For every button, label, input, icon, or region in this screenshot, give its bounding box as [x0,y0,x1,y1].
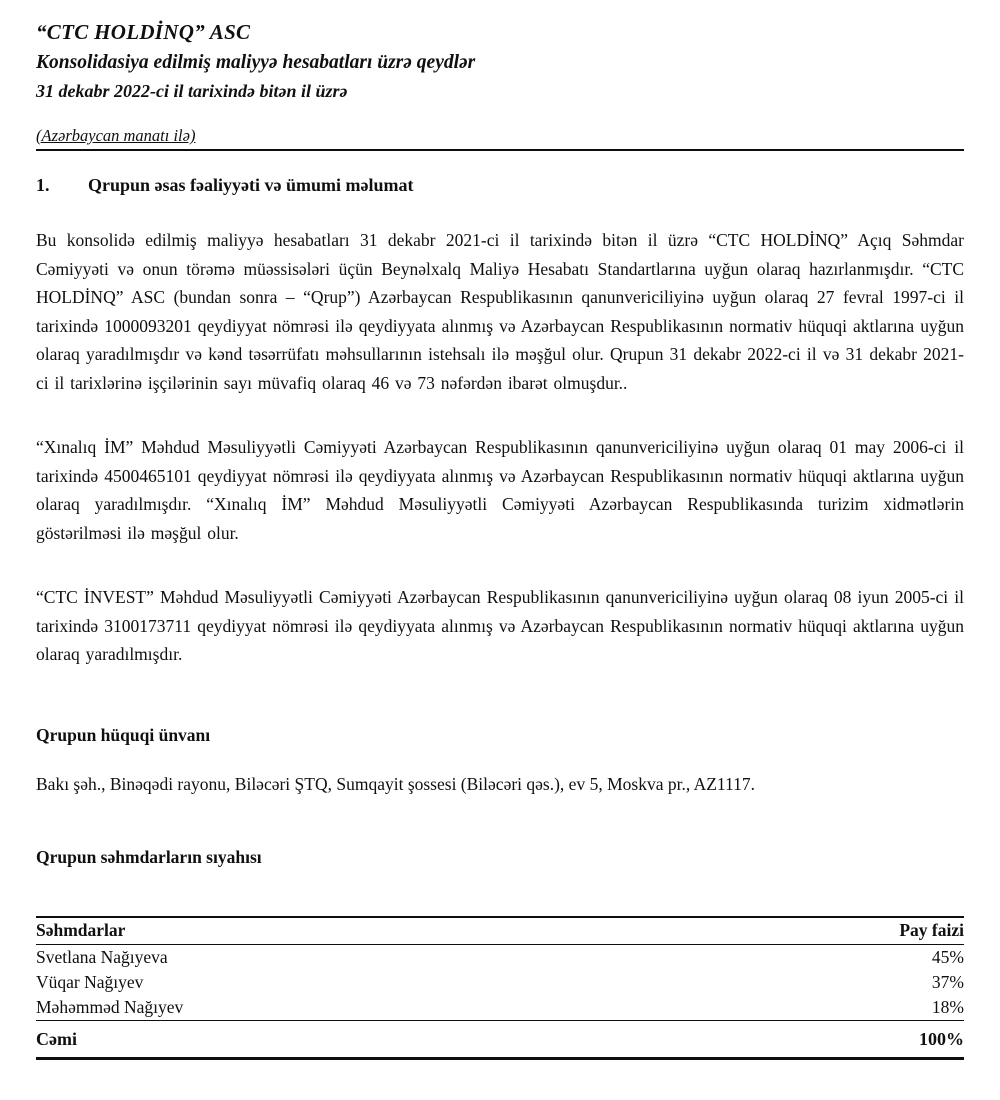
shareholder-share: 45% [931,946,964,967]
section-heading [36,175,964,196]
shareholders-heading: Qrupun səhmdarların sıyahısı [36,846,262,867]
report-title: Konsolidasiya edilmiş maliyyə hesabatları üzrə qeydlər [36,52,476,73]
total-label: Cəmi [36,1020,681,1058]
legal-address-heading: Qrupun hüquqi ünvanı [36,724,211,745]
table-header-row [36,917,964,945]
legal-address-text: Bakı şəh., Binəqədi rayonu, Biləcəri ŞTQ, Sumqayit şossesi (Biləcəri qəs.), ev 5, Moskva pr., AZ1117. [36,773,756,794]
shareholder-name: Svetlana Nağıyeva [36,946,168,967]
table-row [36,995,964,1021]
column-header-share: Pay faizi [681,917,964,945]
shareholder-share: 37% [931,971,964,992]
document-header [36,20,964,151]
shareholder-name: Məhəmməd Nağıyev [36,995,681,1021]
company-name: “CTC HOLDİNQ” ASC [36,20,251,44]
paragraph-group-overview: Bu konsolidə edilmiş maliyyə hesabatları 31 dekabr 2021-ci il tarixində bitən il üzrə “CTC HOLDİNQ” Açıq Səhmdar Cəmiyyəti və onun törəmə müəssisələri üçün Beynəlxalq Maliyə Hesabatı Standartlarına uyğun olaraq hazırlanmışdır. “CTC HOLDİNQ” ASC (bundan sonra – “Qrup”) Azərbaycan Respublikasının qanunvericiliyinə uyğun olaraq 27 fevral 1997-ci il tarixində 1000093201 qeydiyyat nömrəsi ilə qeydiyyata alınmış və Azərbaycan Respublikasının normativ hüquqi aktlarına uyğun olaraq yaradılmışdır və kənd təsərrüfatı məhsullarının istehsalı ilə məşğul olur. Qrupun 31 dekabr 2022-ci il və 31 dekabr 2021-ci il tarixlərinə işçilərinin sayı müvafiq olaraq 46 və 73 nəfərdən ibarət olmuşdur.. [36,230,964,393]
total-share: 100% [681,1020,964,1058]
table-row [36,944,964,970]
shareholder-name: Vüqar Nağıyev [36,971,144,992]
table-row [36,970,964,995]
column-header-shareholders: Səhmdarlar [36,917,681,945]
paragraph-ctc-invest: “CTC İNVEST” Məhdud Məsuliyyətli Cəmiyyəti Azərbaycan Respublikasının qanunvericiliyinə uyğun olaraq 08 iyun 2005-ci il tarixində 3100173711 qeydiyyat nömrəsi ilə qeydiyyata alınmış və Azərbaycan Respublikasının normativ hüquqi aktlarına uyğun olaraq yaradılmışdır. [36,587,964,665]
section-number: 1. [36,175,50,195]
header-divider [36,149,964,151]
section-title: Qrupun əsas fəaliyyəti və ümumi məlumat [88,175,414,195]
paragraph-xinaliq: “Xınalıq İM” Məhdud Məsuliyyətli Cəmiyyəti Azərbaycan Respublikasının qanunvericiliyinə uyğun olaraq 01 may 2006-ci il tarixində 4500465101 qeydiyyat nömrəsi ilə qeydiyyata alınmış və Azərbaycan Respublikasının normativ hüquqi aktlarına uyğun olaraq yaradılmışdır. “Xınalıq İM” Məhdud Məsuliyyətli Cəmiyyəti Azərbaycan Respublikasında turizim xidmətlərin göstərilməsi ilə məşğul olur. [36,437,964,543]
shareholders-table [36,916,964,1060]
shareholder-share: 18% [681,995,964,1021]
report-period: 31 dekabr 2022-ci il tarixində bitən il üzrə [36,81,348,101]
table-total-row [36,1020,964,1058]
currency-note: (Azərbaycan manatı ilə) [36,126,196,145]
